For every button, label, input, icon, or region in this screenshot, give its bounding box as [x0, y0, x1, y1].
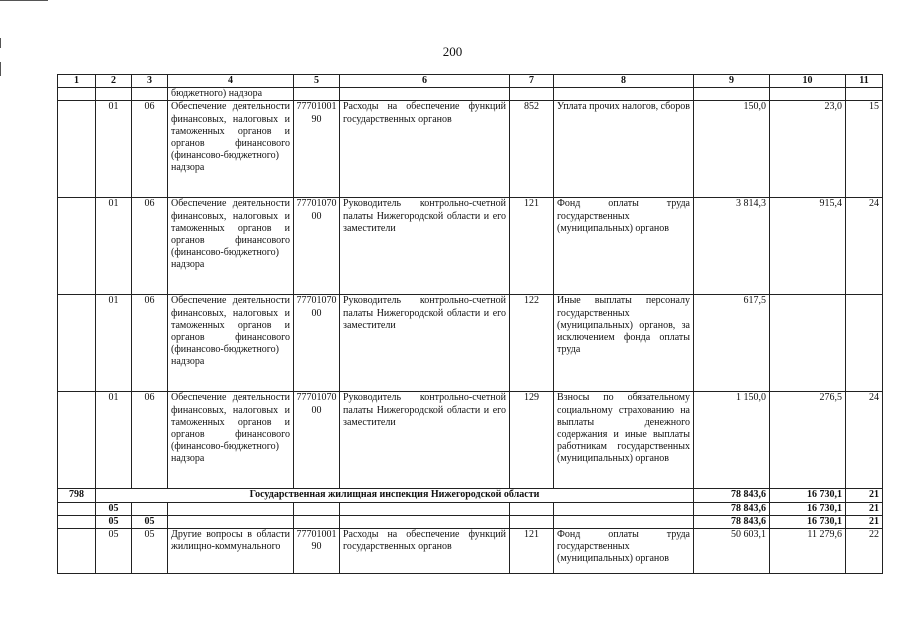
cell-section: 01 — [96, 295, 132, 392]
cell-subsection — [132, 502, 168, 515]
cell-plan: 50 603,1 — [694, 529, 770, 574]
cell-target-code: 7770100190 — [294, 529, 340, 574]
cell-plan: 3 814,3 — [694, 198, 770, 295]
cell-percent: 24 — [846, 198, 883, 295]
cell-percent: 15 — [846, 101, 883, 198]
cell-name: Обеспечение деятельности финансовых, налоговых и таможенных органов и органов финансового (финансово-бюджетного) надзора — [168, 101, 294, 198]
cell-expense-name: Фонд оплаты труда государственных (муниципальных) органов — [554, 198, 694, 295]
cell-percent: 21 — [846, 502, 883, 515]
cell-expense-code: 121 — [510, 529, 554, 574]
cell-expense-code: 122 — [510, 295, 554, 392]
table-row — [58, 392, 883, 489]
cell-target-name: Расходы на обеспечение функций государственных органов — [340, 529, 510, 574]
table-row — [58, 295, 883, 392]
cell-section: 05 — [96, 502, 132, 515]
cell-target-name: Руководитель контрольно-счетной палаты Нижегородской области и его заместители — [340, 392, 510, 489]
page-number: 200 — [442, 44, 463, 59]
section-name: Государственная жилищная инспекция Нижегородской области — [96, 489, 694, 502]
cell-subsection: 06 — [132, 198, 168, 295]
table-row — [58, 101, 883, 198]
cell-actual: 276,5 — [770, 392, 846, 489]
table-row — [58, 529, 883, 574]
header-cell: 3 — [132, 75, 168, 88]
cell-name: Обеспечение деятельности финансовых, налоговых и таможенных органов и органов финансового (финансово-бюджетного) надзора — [168, 198, 294, 295]
cell-plan: 1 150,0 — [694, 392, 770, 489]
header-cell: 5 — [294, 75, 340, 88]
cell-subsection: 05 — [132, 515, 168, 528]
cell-expense-code: 852 — [510, 101, 554, 198]
section-actual: 16 730,1 — [770, 489, 846, 502]
budget-table — [57, 74, 883, 574]
cell-target-name: Расходы на обеспечение функций государственных органов — [340, 101, 510, 198]
cell-expense-name: Иные выплаты персоналу государственных (муниципальных) органов, за исключением фонда оплаты труда — [554, 295, 694, 392]
header-cell: 10 — [770, 75, 846, 88]
header-cell: 6 — [340, 75, 510, 88]
scan-mark-top — [0, 0, 48, 1]
cell-actual — [770, 295, 846, 392]
header-cell: 2 — [96, 75, 132, 88]
cell-target-code: 7770107000 — [294, 198, 340, 295]
section-percent: 21 — [846, 489, 883, 502]
cell-plan: 150,0 — [694, 101, 770, 198]
cell-actual: 16 730,1 — [770, 515, 846, 528]
cell-section: 01 — [96, 198, 132, 295]
cell-actual: 11 279,6 — [770, 529, 846, 574]
subtotal-row — [58, 502, 883, 515]
continuation-row — [58, 88, 883, 101]
scan-mark-left — [0, 62, 1, 76]
cell-section: 05 — [96, 529, 132, 574]
cell-name: Другие вопросы в области жилищно-коммунального — [168, 529, 294, 574]
cell-name: Обеспечение деятельности финансовых, налоговых и таможенных органов и органов финансового (финансово-бюджетного) надзора — [168, 392, 294, 489]
cell-actual: 16 730,1 — [770, 502, 846, 515]
cell-target-code: 7770107000 — [294, 295, 340, 392]
cell-target-code: 7770107000 — [294, 392, 340, 489]
cell-subsection: 05 — [132, 529, 168, 574]
section-plan: 78 843,6 — [694, 489, 770, 502]
cell-expense-name: Фонд оплаты труда государственных (муниципальных) органов — [554, 529, 694, 574]
cell-subsection: 06 — [132, 392, 168, 489]
table-row — [58, 198, 883, 295]
header-cell: 1 — [58, 75, 96, 88]
cell-target-name: Руководитель контрольно-счетной палаты Нижегородской области и его заместители — [340, 198, 510, 295]
header-row — [58, 75, 883, 88]
subtotal-row — [58, 515, 883, 528]
header-cell: 9 — [694, 75, 770, 88]
header-cell: 8 — [554, 75, 694, 88]
cell-actual: 915,4 — [770, 198, 846, 295]
cell-plan: 78 843,6 — [694, 515, 770, 528]
cell-section: 01 — [96, 392, 132, 489]
cell-subsection: 06 — [132, 295, 168, 392]
cell-plan: 617,5 — [694, 295, 770, 392]
cell-expense-name: Уплата прочих налогов, сборов — [554, 101, 694, 198]
cell-percent: 24 — [846, 392, 883, 489]
cell-actual: 23,0 — [770, 101, 846, 198]
header-cell: 7 — [510, 75, 554, 88]
header-cell: 11 — [846, 75, 883, 88]
cell-name: Обеспечение деятельности финансовых, налоговых и таможенных органов и органов финансового (финансово-бюджетного) надзора — [168, 295, 294, 392]
cell-expense-code: 129 — [510, 392, 554, 489]
cell-expense-name: Взносы по обязательному социальному страхованию на выплаты денежного содержания и иные выплаты работникам государственных (муниципальных) органов — [554, 392, 694, 489]
cell-target-code: 7770100190 — [294, 101, 340, 198]
section-code: 798 — [58, 489, 96, 502]
cell-plan: 78 843,6 — [694, 502, 770, 515]
cell-target-name: Руководитель контрольно-счетной палаты Нижегородской области и его заместители — [340, 295, 510, 392]
continuation-text: бюджетного) надзора — [168, 88, 294, 101]
cell-percent: 21 — [846, 515, 883, 528]
cell-section: 01 — [96, 101, 132, 198]
header-cell: 4 — [168, 75, 294, 88]
cell-percent — [846, 295, 883, 392]
section-row — [58, 489, 883, 502]
cell-section: 05 — [96, 515, 132, 528]
cell-percent: 22 — [846, 529, 883, 574]
cell-subsection: 06 — [132, 101, 168, 198]
cell-expense-code: 121 — [510, 198, 554, 295]
